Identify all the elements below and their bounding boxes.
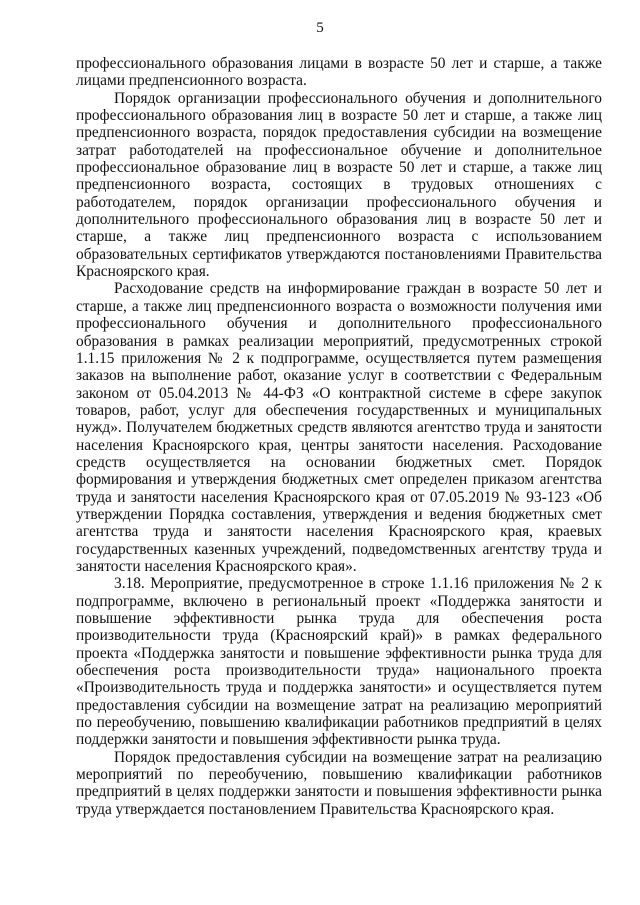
paragraph-3: Расходование средств на информирование граждан в возрасте 50 лет и старше, а также лиц предпенсионного возраста о возможности получения ими профессионального обучения и дополнительного профессионального образования в рамках реализации мероприятий, предусмотренных строкой 1.1.15 приложения № 2 к подпрограмме, осуществляется путем размещения заказов на выполнение работ, оказание услуг в соответствии с Федеральным законом от 05.04.2013 № 44-ФЗ «О контрактной системе в сфере закупок товаров, работ, услуг для обеспечения государственных и муниципальных нужд». Получателем бюджетных средств являются агентство труда и занятости населения Красноярского края, центры занятости населения. Расходование средств осуществляется на основании бюджетных смет. Порядок формирования и утверждения бюджетных смет определен приказом агентства труда и занятости населения Красноярского края от 07.05.2019 № 93-123 «Об утверждении Порядка составления, утверждения и ведения бюджетных смет агентства труда и занятости населения Красноярского края, краевых государственных казенных учреждений, подведомственных агентству труда и занятости населения Красноярского края». xyxy=(76,280,602,575)
page-number: 5 xyxy=(316,20,324,36)
document-body xyxy=(76,55,602,818)
paragraph-4: 3.18. Мероприятие, предусмотренное в строке 1.1.16 приложения № 2 к подпрограмме, включено в региональный проект «Поддержка занятости и повышение эффективности рынка труда для обеспечения роста производительности труда (Красноярский край)» в рамках федерального проекта «Поддержка занятости и повышение эффективности рынка труда для обеспечения роста производительности труда» национального проекта «Производительность труда и поддержка занятости» и осуществляется путем предоставления субсидии на возмещение затрат на реализацию мероприятий по переобучению, повышению квалификации работников предприятий в целях поддержки занятости и повышения эффективности рынка труда. xyxy=(76,575,602,749)
paragraph-2: Порядок организации профессионального обучения и дополнительного профессионального образования лиц в возрасте 50 лет и старше, а также лиц предпенсионного возраста, порядок предоставления субсидии на возмещение затрат работодателей на профессиональное обучение и дополнительное профессиональное образование лиц в возрасте 50 лет и старше, а также лиц предпенсионного возраста, состоящих в трудовых отношениях с работодателем, порядок организации профессионального обучения и дополнительного профессионального образования лиц в возрасте 50 лет и старше, а также лиц предпенсионного возраста с использованием образовательных сертификатов утверждаются постановлениями Правительства Красноярского края. xyxy=(76,89,602,281)
paragraph-1: профессионального образования лицами в возрасте 50 лет и старше, а также лицами предпенсионного возраста. xyxy=(76,55,602,90)
paragraph-5: Порядок предоставления субсидии на возмещение затрат на реализацию мероприятий по переобучению, повышению квалификации работников предприятий в целях поддержки занятости и повышения эффективности рынка труда утверждается постановлением Правительства Красноярского края. xyxy=(76,748,602,818)
